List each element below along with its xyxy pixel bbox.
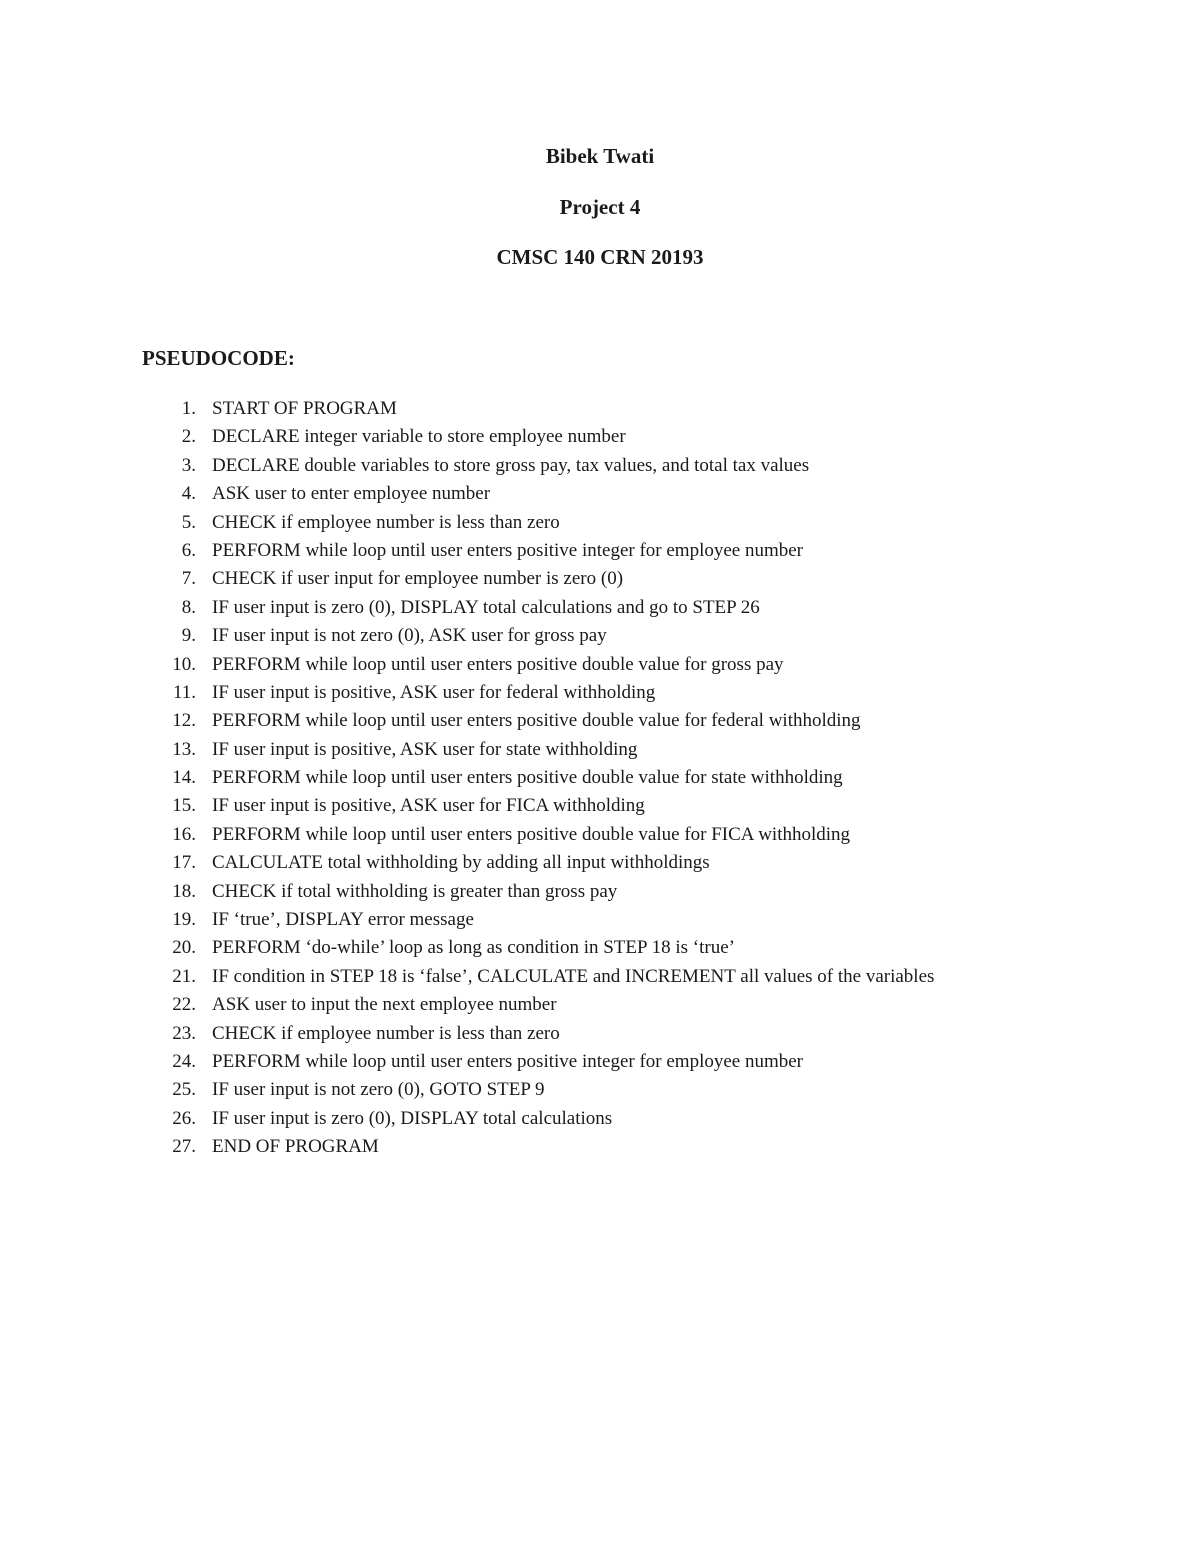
course-info: CMSC 140 CRN 20193 [496, 245, 704, 269]
step-text: IF user input is not zero (0), ASK user for gross pay [212, 625, 607, 647]
step-number: 4. [181, 483, 196, 505]
step-number: 20. [172, 937, 196, 959]
step-number: 22. [172, 994, 196, 1016]
step-number: 8. [181, 596, 196, 618]
step-text: IF user input is zero (0), DISPLAY total calculations [212, 1107, 613, 1129]
step-number: 6. [181, 539, 196, 561]
step-text: IF condition in STEP 18 is ‘false’, CALCULATE and INCREMENT all values of the variables [212, 965, 935, 987]
step-number: 5. [181, 511, 196, 533]
step-text: IF user input is positive, ASK user for federal withholding [212, 681, 656, 703]
step-text: PERFORM ‘do-while’ loop as long as condition in STEP 18 is ‘true’ [212, 937, 736, 959]
section-heading: PSEUDOCODE: [142, 346, 295, 370]
step-number: 10. [172, 653, 196, 675]
step-text: CHECK if user input for employee number is zero (0) [212, 568, 624, 590]
step-text: IF user input is zero (0), DISPLAY total calculations and go to STEP 26 [212, 596, 760, 618]
step-text: PERFORM while loop until user enters positive double value for state withholding [212, 767, 843, 789]
step-text: CALCULATE total withholding by adding all input withholdings [212, 852, 710, 874]
step-number: 16. [172, 823, 196, 845]
step-number: 13. [172, 738, 196, 760]
step-text: PERFORM while loop until user enters positive double value for gross pay [212, 653, 784, 675]
step-text: PERFORM while loop until user enters positive double value for federal withholding [212, 710, 861, 732]
step-text: IF user input is not zero (0), GOTO STEP 9 [212, 1079, 545, 1101]
step-number: 26. [172, 1107, 196, 1129]
step-number: 19. [172, 909, 196, 931]
step-text: PERFORM while loop until user enters positive integer for employee number [212, 1050, 804, 1072]
step-number: 1. [181, 398, 196, 419]
step-number: 18. [172, 880, 196, 902]
step-text: START OF PROGRAM [212, 398, 397, 419]
project-title: Project 4 [559, 195, 641, 219]
step-number: 11. [172, 681, 196, 703]
step-text: END OF PROGRAM [212, 1136, 379, 1158]
step-text: DECLARE double variables to store gross pay, tax values, and total tax values [212, 454, 810, 476]
step-text: ASK user to enter employee number [212, 483, 491, 505]
step-text: IF user input is positive, ASK user for state withholding [212, 738, 638, 760]
step-number: 12. [172, 710, 196, 732]
step-text: CHECK if employee number is less than zero [212, 511, 560, 533]
step-number: 17. [172, 852, 196, 874]
step-number: 21. [172, 965, 196, 987]
step-text: ASK user to input the next employee number [212, 994, 557, 1016]
step-number: 27. [172, 1136, 196, 1158]
step-number: 3. [181, 454, 196, 476]
step-number: 2. [181, 426, 196, 448]
step-number: 9. [181, 625, 196, 647]
step-text: PERFORM while loop until user enters positive integer for employee number [212, 539, 804, 561]
step-text: CHECK if employee number is less than zero [212, 1022, 560, 1044]
step-number: 23. [172, 1022, 196, 1044]
step-text: DECLARE integer variable to store employee number [212, 426, 626, 448]
step-text: PERFORM while loop until user enters positive double value for FICA withholding [212, 823, 851, 845]
step-number: 14. [172, 767, 196, 789]
author-name: Bibek Twati [545, 144, 655, 168]
step-number: 7. [181, 568, 196, 590]
step-text: IF ‘true’, DISPLAY error message [212, 909, 474, 931]
step-text: IF user input is positive, ASK user for FICA withholding [212, 795, 645, 817]
step-number: 15. [172, 795, 196, 817]
step-number: 25. [172, 1079, 196, 1101]
step-text: CHECK if total withholding is greater than gross pay [212, 880, 618, 902]
step-number: 24. [172, 1050, 196, 1072]
